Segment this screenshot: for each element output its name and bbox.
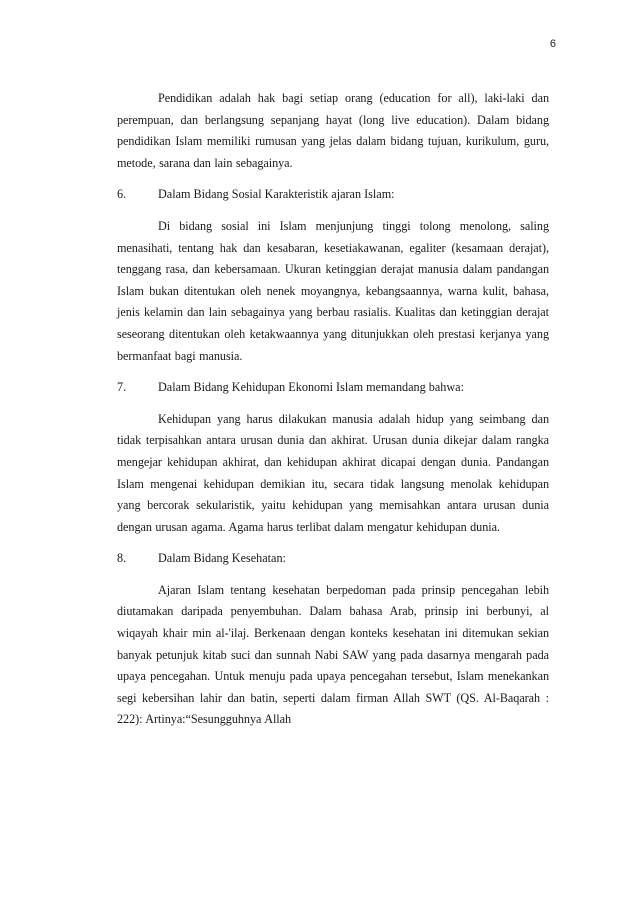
section-paragraph-6: Di bidang sosial ini Islam menjunjung tinggi tolong menolong, saling menasihati, tentang hak dan kesabaran, kesetiakawanan, egaliter (kesamaan derajat), tenggang rasa, dan kebersamaan. Ukuran ketinggian derajat manusia dalam pandangan Islam bukan ditentukan oleh nenek moyangnya, kebangsaannya, warna kulit, bahasa, jenis kelamin dan lain sebagainya yang berbau rasialis. Kualitas dan ketinggian derajat seseorang ditentukan oleh ketakwaannya yang ditunjukkan oleh prestasi kerjanya yang bermanfaat bagi manusia. [117, 218, 549, 363]
section-paragraph-8: Ajaran Islam tentang kesehatan berpedoman pada prinsip pencegahan lebih diutamakan daripada penyembuhan. Dalam bahasa Arab, prinsip ini berbunyi, al wiqayah khair min al-'ilaj. Berkenaan dengan konteks kesehatan ini ditemukan sekian banyak petunjuk kitab suci dan sunnah Nabi SAW yang pada dasarnya mengarah pada upaya pencegahan. Untuk menuju pada upaya pencegahan tersebut, Islam menekankan segi kebersihan lahir dan batin, seperti dalam firman Allah SWT (QS. Al-Baqarah : 222): Artinya:“Sesungguhnya Allah [117, 582, 549, 727]
page-number: 6 [549, 38, 556, 50]
section-title: Dalam Bidang Kehidupan Ekonomi Islam memandang bahwa: [158, 380, 464, 395]
intro-paragraph: Pendidikan adalah hak bagi setiap orang (education for all), laki-laki dan perempuan, dan berlangsung sepanjang hayat (long live education). Dalam bidang pendidikan Islam memiliki rumusan yang jelas dalam bidang tujuan, kurikulum, guru, metode, sarana dan lain sebagainya. [117, 91, 549, 170]
section-number: 6. [117, 187, 127, 202]
section-title: Dalam Bidang Sosial Karakteristik ajaran Islam: [158, 187, 395, 202]
section-number: 7. [117, 380, 127, 395]
document-body [117, 88, 549, 731]
section-heading-6 [117, 184, 549, 206]
section-heading-7 [117, 377, 549, 399]
section-number: 8. [117, 551, 127, 566]
section-heading-8 [117, 548, 549, 570]
section-title: Dalam Bidang Kesehatan: [158, 551, 286, 566]
section-paragraph-7: Kehidupan yang harus dilakukan manusia adalah hidup yang seimbang dan tidak terpisahkan antara urusan dunia dan akhirat. Urusan dunia dikejar dalam rangka mengejar kehidupan akhirat, dan kehidupan akhirat dicapai dengan dunia. Pandangan Islam mengenai kehidupan demikian itu, secara tidak langsung menolak kehidupan yang bercorak sekularistik, yaitu kehidupan yang memisahkan antara urusan dunia dengan urusan agama. Agama harus terlibat dalam mengatur kehidupan dunia. [117, 411, 549, 534]
